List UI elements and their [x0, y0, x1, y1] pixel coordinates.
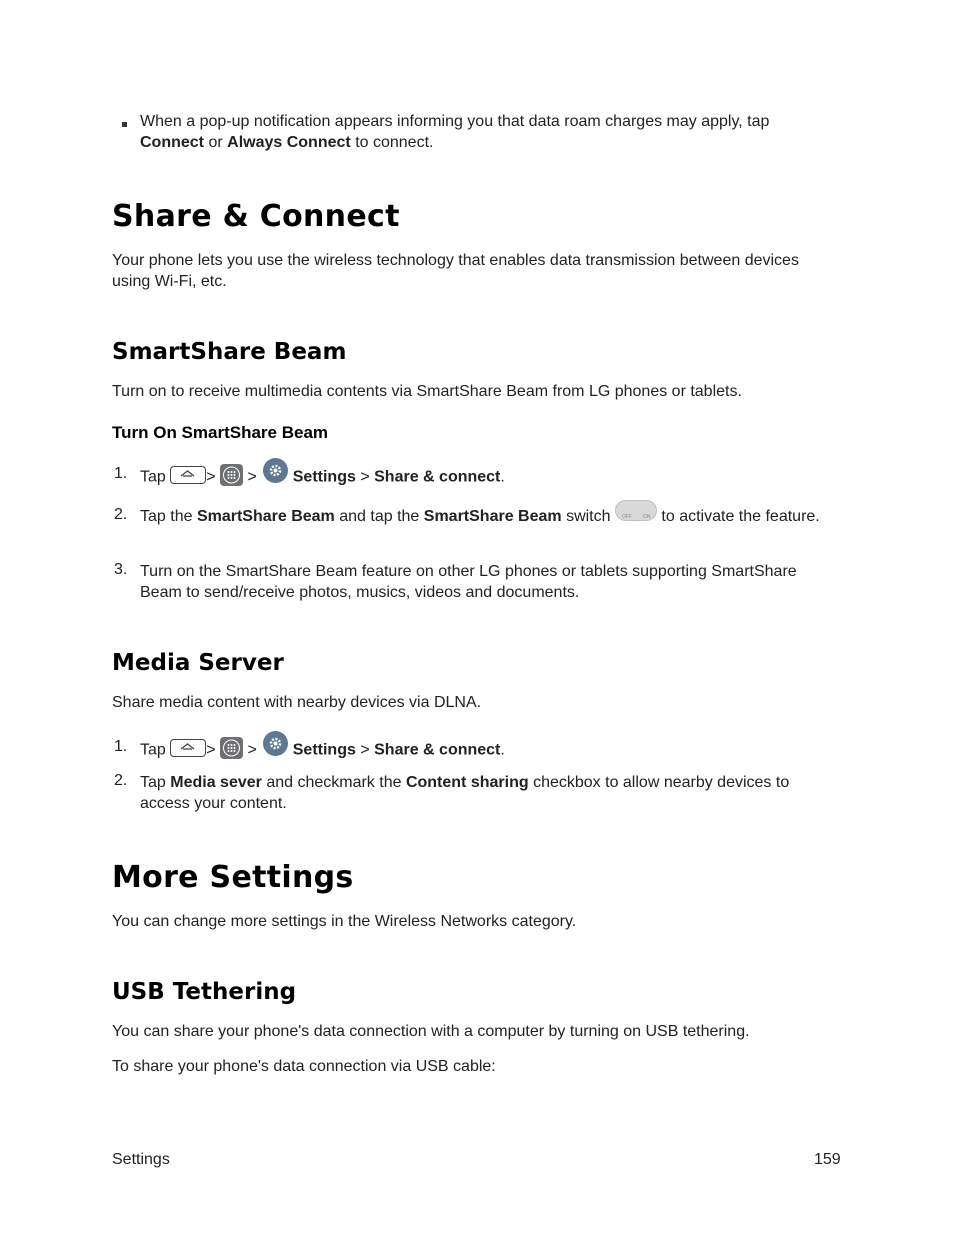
share-connect-description: Your phone lets you use the wireless technology that enables data transmission between devices using Wi-Fi, etc.	[112, 252, 799, 290]
apps-icon	[220, 737, 243, 759]
home-key-icon	[170, 466, 206, 484]
usb-tethering-title: USB Tethering	[112, 979, 297, 1005]
bullet-marker	[122, 122, 127, 127]
media-server-description: Share media content with nearby devices via DLNA.	[112, 694, 482, 711]
settings-gear-icon	[263, 458, 288, 483]
usb-tethering-instruction: To share your phone's data connection via USB cable:	[112, 1058, 496, 1075]
step-number: 2.	[114, 772, 128, 789]
switch-on-label: ON	[642, 514, 651, 521]
step-number: 1.	[114, 465, 128, 482]
footer-section: Settings	[112, 1151, 170, 1168]
media-server-step-1: Tap > > Settings > Share & connect.	[140, 738, 830, 763]
smartshare-step-2: Tap the SmartShare Beam and tap the SmartShare Beam switch OFF ON to activate the feature.	[140, 506, 830, 527]
intro-bullet-text: When a pop-up notification appears informing you that data roam charges may apply, tap Connect or Always Connect to connect.	[140, 113, 770, 151]
smartshare-step-3: Turn on the SmartShare Beam feature on other LG phones or tablets supporting SmartShare Beam to send/receive photos, musics, videos and documents.	[140, 563, 797, 601]
step-number: 1.	[114, 738, 128, 755]
switch-off-label: OFF	[621, 514, 632, 521]
media-server-title: Media Server	[112, 650, 284, 676]
home-key-icon	[170, 739, 206, 757]
more-settings-description: You can change more settings in the Wireless Networks category.	[112, 913, 577, 930]
smartshare-description: Turn on to receive multimedia contents via SmartShare Beam from LG phones or tablets.	[112, 383, 742, 400]
smartshare-toggle-switch	[615, 500, 657, 521]
more-settings-title: More Settings	[112, 860, 354, 895]
footer-page-number: 159	[814, 1151, 841, 1168]
share-connect-title: Share & Connect	[112, 199, 400, 234]
step-number: 2.	[114, 506, 128, 523]
media-server-step-2: Tap Media sever and checkmark the Content sharing checkbox to allow nearby devices to access your content.	[140, 774, 790, 812]
usb-tethering-description: You can share your phone's data connection with a computer by turning on USB tethering.	[112, 1023, 750, 1040]
step-number: 3.	[114, 561, 128, 578]
smartshare-title: SmartShare Beam	[112, 339, 347, 365]
settings-gear-icon	[263, 731, 288, 756]
smartshare-step-1: Tap > > Settings > Share & connect.	[140, 465, 830, 490]
smartshare-subheading: Turn On SmartShare Beam	[112, 423, 329, 442]
apps-icon	[220, 464, 243, 486]
